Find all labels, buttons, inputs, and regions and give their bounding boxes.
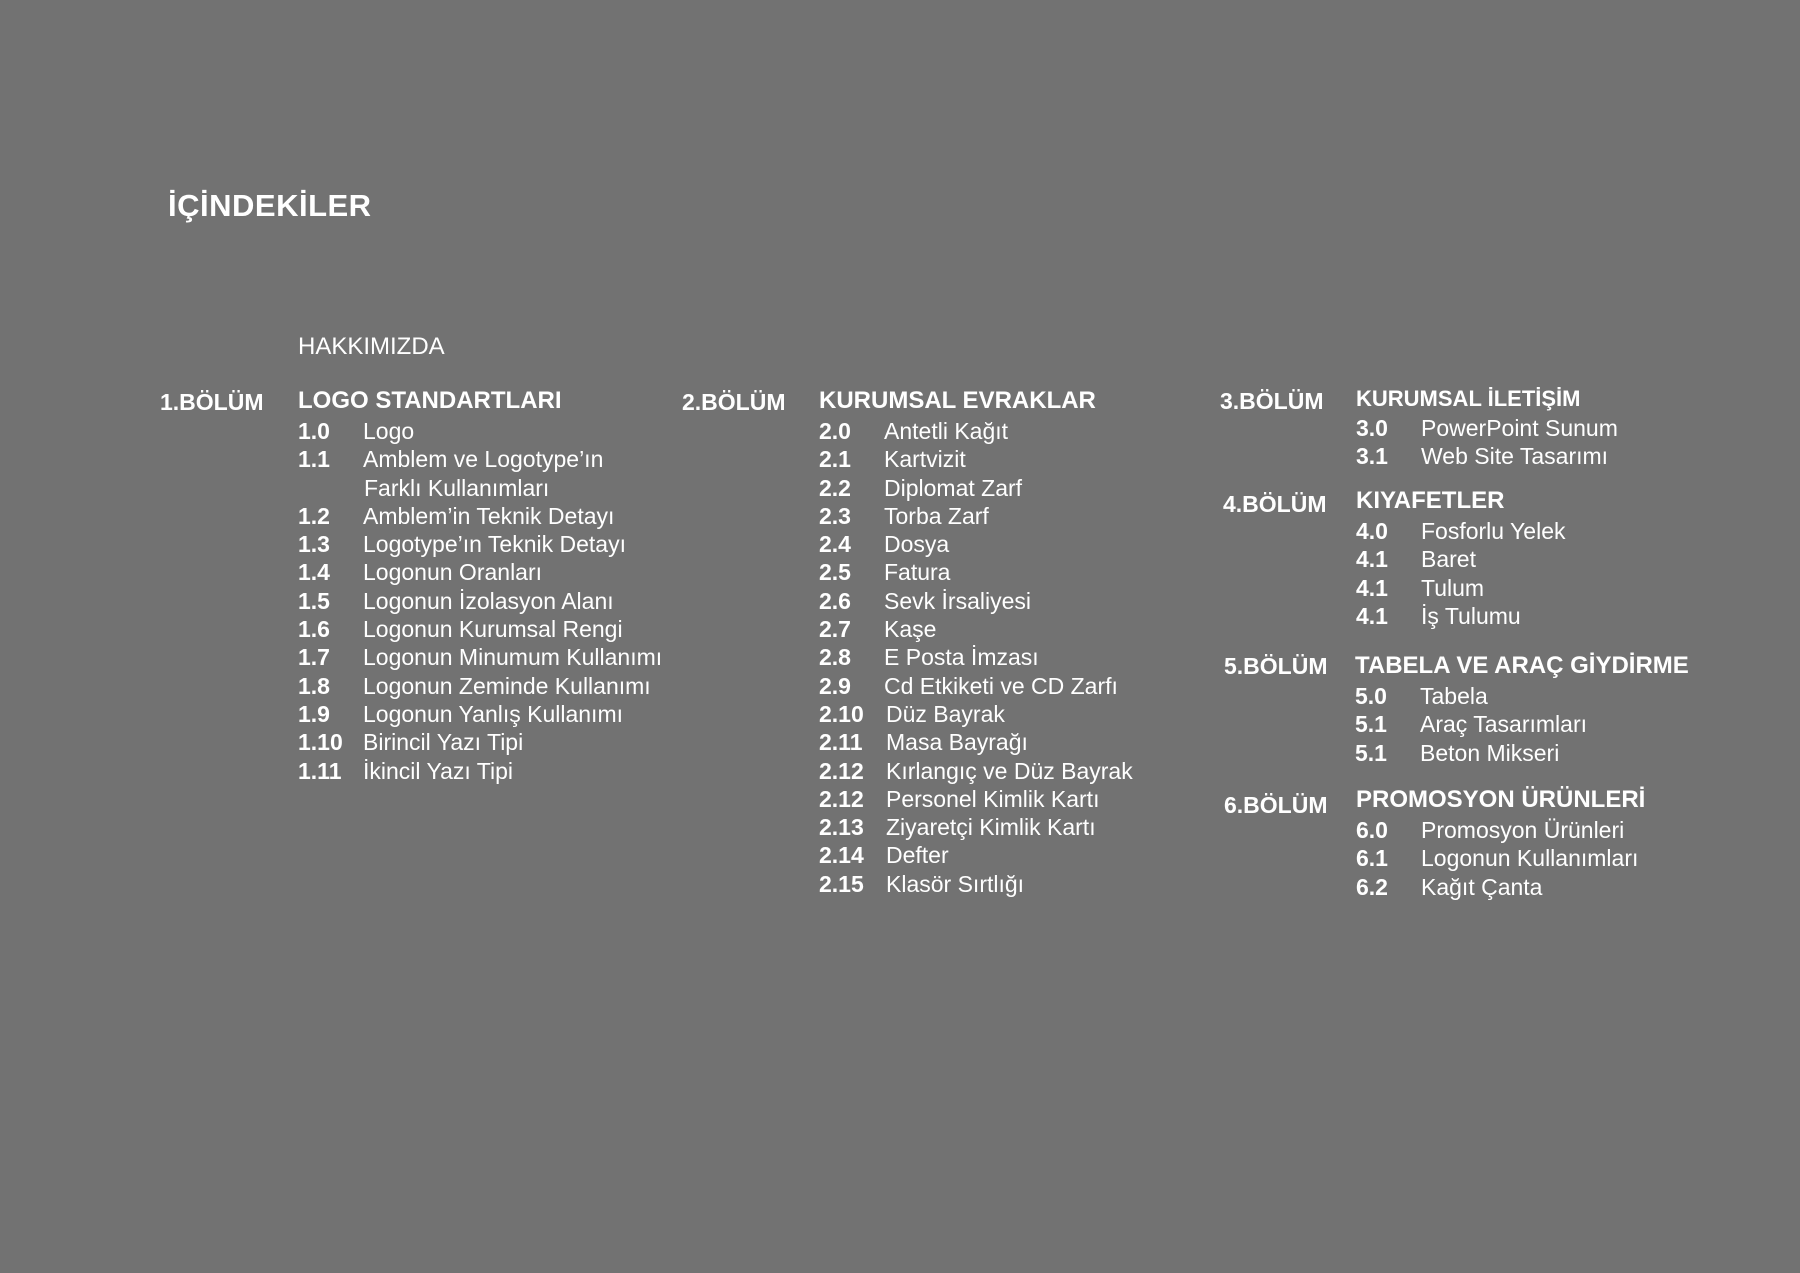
page-title: İÇİNDEKİLER xyxy=(168,188,372,223)
list-item[interactable] xyxy=(298,530,662,558)
list-item[interactable] xyxy=(1356,816,1645,844)
item-number: 1.3 xyxy=(298,531,330,558)
item-number: 2.3 xyxy=(819,502,851,529)
list-item[interactable] xyxy=(819,643,1133,671)
item-title: Kırlangıç ve Düz Bayrak xyxy=(886,757,1133,784)
item-title: Araç Tasarımları xyxy=(1420,711,1588,738)
list-item[interactable] xyxy=(298,445,662,473)
item-title: Logonun Oranları xyxy=(363,559,543,586)
item-title: Düz Bayrak xyxy=(886,700,1005,727)
item-number: 2.15 xyxy=(819,870,864,897)
section-1 xyxy=(298,387,662,785)
item-title: İkincil Yazı Tipi xyxy=(363,757,513,784)
item-number: 2.14 xyxy=(819,842,864,869)
item-title: Diplomat Zarf xyxy=(884,474,1023,501)
item-title: Logonun Kullanımları xyxy=(1421,845,1639,872)
section-1-list xyxy=(298,417,662,785)
list-item[interactable] xyxy=(819,672,1133,700)
item-number: 2.13 xyxy=(819,814,864,841)
list-item[interactable] xyxy=(819,558,1133,586)
item-title: Logonun Yanlış Kullanımı xyxy=(363,700,623,727)
item-number: 2.12 xyxy=(819,757,864,784)
item-title: Klasör Sırtlığı xyxy=(886,870,1025,897)
list-item[interactable] xyxy=(819,700,1133,728)
item-number: 2.4 xyxy=(819,531,851,558)
list-item[interactable] xyxy=(298,615,662,643)
list-item[interactable] xyxy=(1356,414,1618,442)
item-title: Fatura xyxy=(884,559,951,586)
item-number: 1.4 xyxy=(298,559,330,586)
section-1-label: 1.BÖLÜM xyxy=(160,389,264,415)
item-number: 1.2 xyxy=(298,502,330,529)
item-title: Amblem’in Teknik Detayı xyxy=(363,502,615,529)
list-item[interactable] xyxy=(298,700,662,728)
item-number: 1.6 xyxy=(298,616,330,643)
section-6 xyxy=(1356,786,1645,901)
list-item[interactable] xyxy=(819,785,1133,813)
list-item[interactable] xyxy=(1356,574,1565,602)
section-6-list xyxy=(1356,816,1645,901)
list-item[interactable] xyxy=(298,558,662,586)
section-3-list xyxy=(1356,414,1618,471)
item-number: 6.0 xyxy=(1356,817,1388,843)
item-number: 1.9 xyxy=(298,700,330,727)
section-4-heading[interactable]: KIYAFETLER xyxy=(1356,487,1505,514)
list-item[interactable] xyxy=(1355,739,1689,767)
list-item[interactable] xyxy=(819,445,1133,473)
item-title: Logonun Kurumsal Rengi xyxy=(363,616,623,643)
item-title: Logotype’ın Teknik Detayı xyxy=(363,531,626,558)
list-item[interactable] xyxy=(1355,682,1689,710)
list-item[interactable] xyxy=(298,757,662,785)
section-2-label: 2.BÖLÜM xyxy=(682,389,786,415)
list-item[interactable] xyxy=(1356,517,1565,545)
item-title: Baret xyxy=(1421,546,1476,573)
item-number: 4.1 xyxy=(1356,602,1388,629)
item-title: Ziyaretçi Kimlik Kartı xyxy=(886,814,1096,841)
item-number: 5.1 xyxy=(1355,739,1387,766)
list-item[interactable] xyxy=(298,672,662,700)
item-number: 1.10 xyxy=(298,729,343,756)
item-number: 1.8 xyxy=(298,672,330,699)
section-4-list xyxy=(1356,517,1565,630)
list-item[interactable] xyxy=(298,417,662,445)
item-title: Dosya xyxy=(884,531,950,558)
item-number: 6.1 xyxy=(1356,845,1388,872)
item-title: Antetli Kağıt xyxy=(884,418,1009,444)
list-item[interactable] xyxy=(819,474,1133,502)
list-item[interactable] xyxy=(819,587,1133,615)
list-item[interactable] xyxy=(298,587,662,615)
item-title: Kağıt Çanta xyxy=(1421,873,1543,900)
section-6-heading[interactable]: PROMOSYON ÜRÜNLERİ xyxy=(1356,786,1646,813)
item-number: 2.10 xyxy=(819,700,864,727)
item-title: Farklı Kullanımları xyxy=(364,474,550,501)
list-item[interactable] xyxy=(1356,844,1645,872)
item-title: Defter xyxy=(886,842,949,869)
list-item[interactable] xyxy=(819,530,1133,558)
item-title: PowerPoint Sunum xyxy=(1421,415,1618,441)
section-2 xyxy=(819,387,1133,898)
list-item[interactable] xyxy=(819,757,1133,785)
list-item[interactable] xyxy=(819,841,1133,869)
list-item[interactable] xyxy=(298,502,662,530)
item-number: 4.1 xyxy=(1356,574,1388,601)
section-1-heading[interactable]: LOGO STANDARTLARI xyxy=(298,387,562,414)
section-5-list xyxy=(1355,682,1689,767)
list-item[interactable] xyxy=(1356,545,1565,573)
list-item[interactable] xyxy=(819,728,1133,756)
item-title: Logonun İzolasyon Alanı xyxy=(363,587,614,614)
list-item[interactable] xyxy=(819,417,1133,445)
list-item[interactable] xyxy=(819,813,1133,841)
section-5 xyxy=(1355,652,1689,767)
section-5-heading[interactable]: TABELA VE ARAÇ GİYDİRME xyxy=(1355,652,1689,679)
item-number: 1.5 xyxy=(298,587,330,614)
item-number: 1.11 xyxy=(298,757,342,784)
item-title: Kaşe xyxy=(884,616,937,643)
item-number: 2.6 xyxy=(819,587,851,614)
item-title: Tabela xyxy=(1420,683,1488,709)
item-number: 5.1 xyxy=(1355,711,1387,738)
item-number: 5.0 xyxy=(1355,683,1387,709)
item-title: Logo xyxy=(363,418,415,444)
list-item[interactable] xyxy=(819,502,1133,530)
section-3-label: 3.BÖLÜM xyxy=(1220,388,1324,414)
item-number: 4.0 xyxy=(1356,518,1388,544)
item-number: 2.2 xyxy=(819,474,851,501)
item-title: Masa Bayrağı xyxy=(886,729,1028,756)
section-6-label: 6.BÖLÜM xyxy=(1224,792,1328,818)
item-number: 2.5 xyxy=(819,559,851,586)
item-number: 6.2 xyxy=(1356,873,1388,900)
section-2-heading[interactable]: KURUMSAL EVRAKLAR xyxy=(819,387,1096,414)
item-title: İş Tulumu xyxy=(1421,602,1521,629)
item-title: Birincil Yazı Tipi xyxy=(363,729,524,756)
item-number: 2.1 xyxy=(819,446,851,473)
item-number: 1.7 xyxy=(298,644,330,671)
item-title: Amblem ve Logotype’ın xyxy=(363,446,604,473)
section-2-list xyxy=(819,417,1133,898)
item-title: Cd Etkiketi ve CD Zarfı xyxy=(884,672,1118,699)
list-item-continuation[interactable] xyxy=(298,474,662,502)
item-title: Kartvizit xyxy=(884,446,966,473)
list-item[interactable] xyxy=(819,615,1133,643)
item-number: 2.12 xyxy=(819,785,864,812)
list-item[interactable] xyxy=(298,643,662,671)
item-number: 1.1 xyxy=(298,446,330,473)
item-title: E Posta İmzası xyxy=(884,644,1039,671)
item-title: Sevk İrsaliyesi xyxy=(884,587,1031,614)
section-3 xyxy=(1356,386,1618,471)
section-4 xyxy=(1356,487,1565,630)
item-title: Fosforlu Yelek xyxy=(1421,518,1566,544)
item-number: 2.8 xyxy=(819,644,851,671)
list-item[interactable] xyxy=(819,870,1133,898)
list-item[interactable] xyxy=(1355,710,1689,738)
item-number: 4.1 xyxy=(1356,546,1388,573)
item-title: Logonun Minumum Kullanımı xyxy=(363,644,663,671)
item-title: Logonun Zeminde Kullanımı xyxy=(363,672,651,699)
item-title: Promosyon Ürünleri xyxy=(1421,817,1625,843)
item-title: Torba Zarf xyxy=(884,502,989,529)
section-3-heading[interactable]: KURUMSAL İLETİŞİM xyxy=(1356,386,1581,411)
item-number: 2.9 xyxy=(819,672,851,699)
item-number: 3.1 xyxy=(1356,443,1388,470)
list-item[interactable] xyxy=(1356,873,1645,901)
list-item[interactable] xyxy=(1356,442,1618,470)
item-title: Personel Kimlik Kartı xyxy=(886,785,1100,812)
item-number: 2.11 xyxy=(819,729,863,756)
item-number: 2.0 xyxy=(819,418,851,444)
item-title: Web Site Tasarımı xyxy=(1421,443,1609,470)
item-number: 2.7 xyxy=(819,616,851,643)
item-title: Tulum xyxy=(1421,574,1485,601)
about-link[interactable]: HAKKIMIZDA xyxy=(298,333,445,360)
item-number: 3.0 xyxy=(1356,415,1388,441)
section-5-label: 5.BÖLÜM xyxy=(1224,653,1328,679)
list-item[interactable] xyxy=(1356,602,1565,630)
item-title: Beton Mikseri xyxy=(1420,739,1560,766)
section-4-label: 4.BÖLÜM xyxy=(1223,491,1327,517)
list-item[interactable] xyxy=(298,728,662,756)
item-number: 1.0 xyxy=(298,418,330,444)
